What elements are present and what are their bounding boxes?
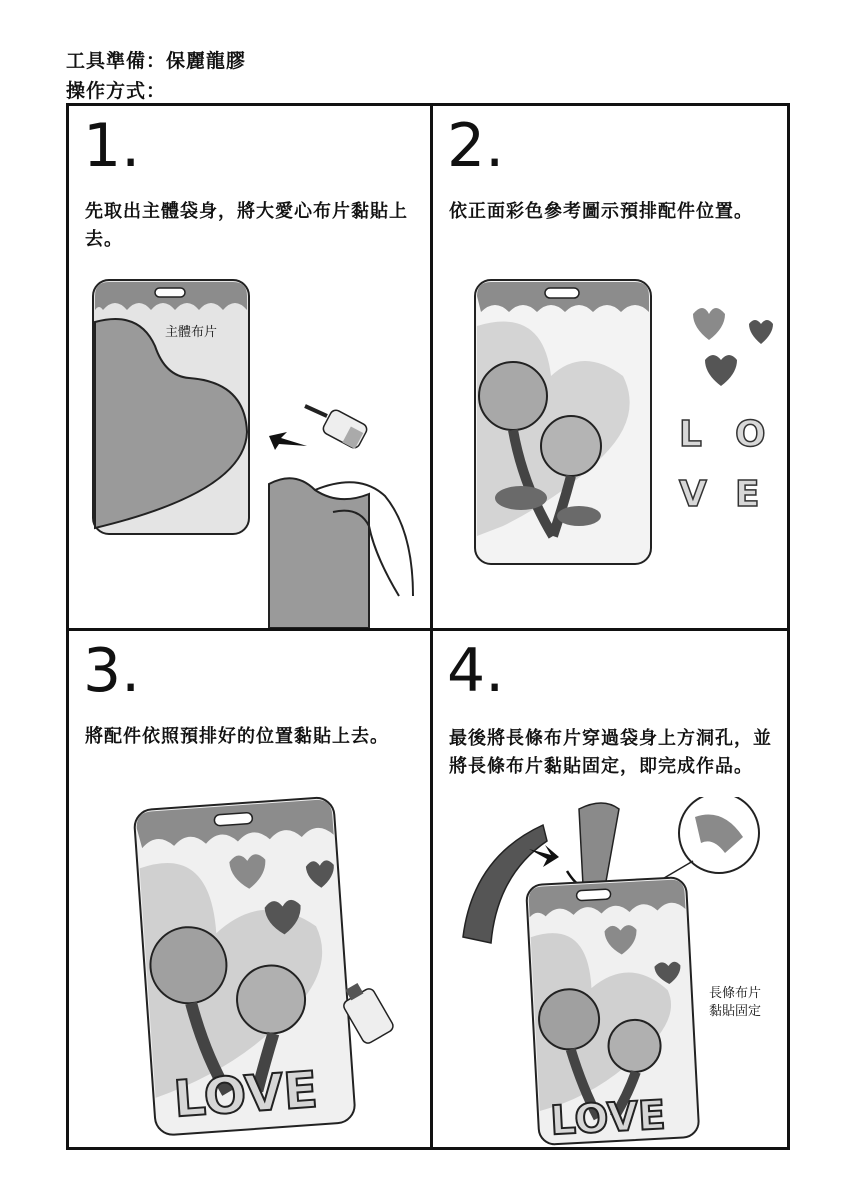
letter-v: V xyxy=(679,474,707,515)
step-1-label: 主體布片 xyxy=(165,325,218,340)
letter-e: E xyxy=(735,474,760,515)
step-3-text: 將配件依照預排好的位置黏貼上去。 xyxy=(85,726,389,747)
step-4-love-word: LOVE xyxy=(549,1092,667,1145)
step-4-number: 4. xyxy=(447,636,505,706)
step-2-illustration xyxy=(433,266,790,628)
step-1-panel xyxy=(69,106,430,628)
step-1-text: 先取出主體袋身，將大愛心布片黏貼上去。 xyxy=(85,201,408,250)
step-4-panel xyxy=(433,631,790,1147)
step-1-number: 1. xyxy=(83,111,141,181)
glue-bottle-icon xyxy=(305,406,369,450)
step-4-illustration xyxy=(433,797,790,1147)
step-3-illustration xyxy=(69,791,430,1147)
letter-o: O xyxy=(735,414,766,455)
step-2-number: 2. xyxy=(447,111,505,181)
step-4-text: 最後將長條布片穿過袋身上方洞孔，並將長條布片黏貼固定，即完成作品。 xyxy=(449,728,772,777)
step-4-label-line2: 黏貼固定 xyxy=(709,1004,762,1019)
steps-grid xyxy=(66,103,790,1150)
step-2-text: 依正面彩色參考圖示預排配件位置。 xyxy=(449,201,753,222)
step-3-love-word: LOVE xyxy=(171,1060,320,1129)
step-4-label-line1: 長條布片 xyxy=(709,986,762,1001)
letter-l: L xyxy=(679,414,702,455)
step-3-panel xyxy=(69,631,430,1147)
step-2-panel xyxy=(433,106,790,628)
step-1-illustration xyxy=(69,266,430,628)
step-3-number: 3. xyxy=(83,636,141,706)
method-heading: 操作方式： xyxy=(66,80,167,102)
tools-heading: 工具準備：保麗龍膠 xyxy=(66,50,247,72)
